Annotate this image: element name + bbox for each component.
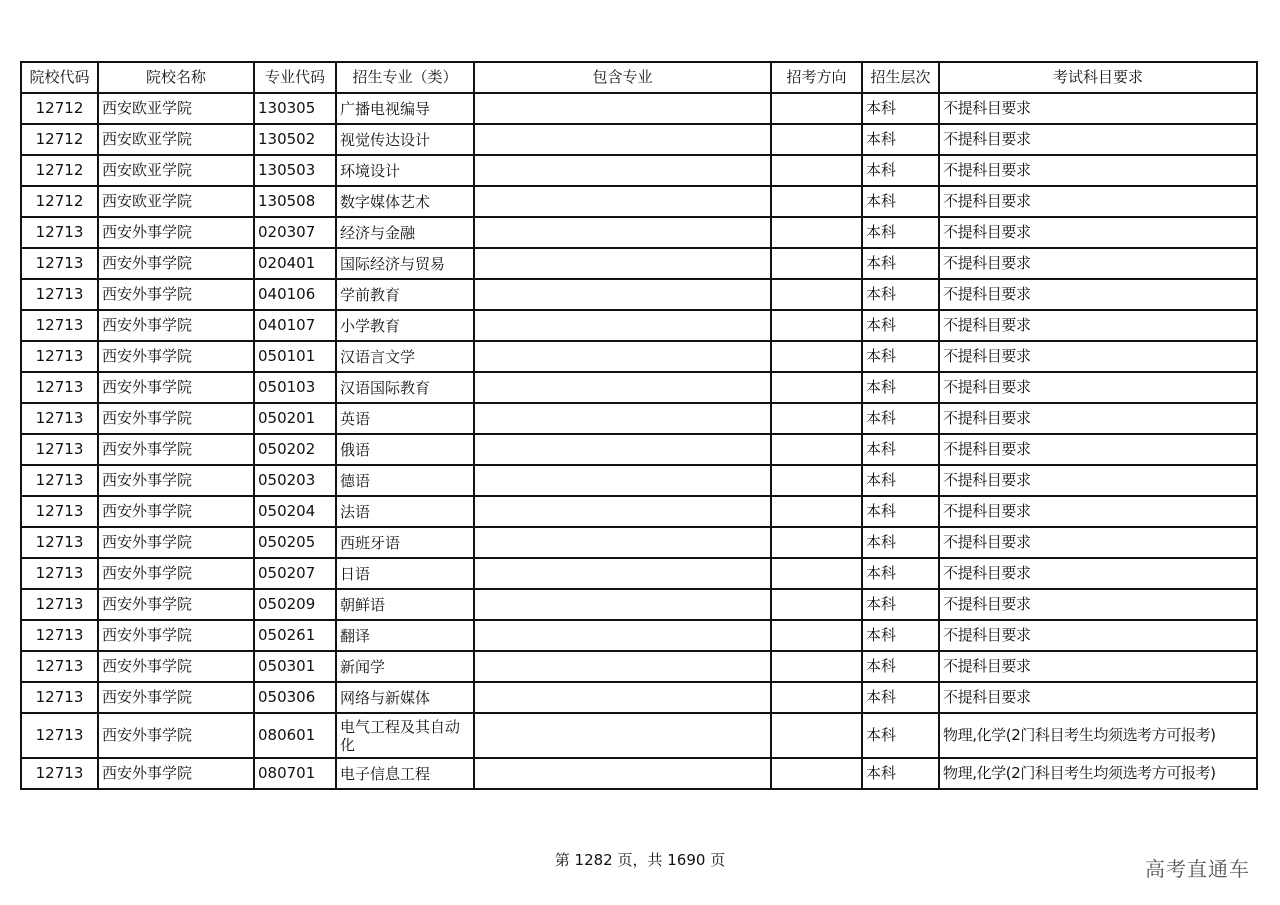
table-row	[21, 589, 1257, 620]
cell-exam-direction	[771, 186, 862, 217]
cell-included-majors	[474, 403, 771, 434]
cell-level: 本科	[862, 434, 939, 465]
cell-level: 本科	[862, 589, 939, 620]
cell-school-name: 西安外事学院	[98, 620, 254, 651]
table-row	[21, 155, 1257, 186]
cell-included-majors	[474, 310, 771, 341]
cell-included-majors	[474, 589, 771, 620]
cell-subject-requirement: 不提科目要求	[939, 465, 1257, 496]
cell-major-code: 050261	[254, 620, 336, 651]
cell-school-name: 西安外事学院	[98, 279, 254, 310]
header-level: 招生层次	[862, 62, 939, 93]
cell-major-code: 050209	[254, 589, 336, 620]
cell-school-name: 西安外事学院	[98, 434, 254, 465]
cell-exam-direction	[771, 682, 862, 713]
table-row	[21, 465, 1257, 496]
cell-exam-direction	[771, 434, 862, 465]
cell-major-code: 020307	[254, 217, 336, 248]
table-row	[21, 527, 1257, 558]
table-row	[21, 217, 1257, 248]
cell-level: 本科	[862, 372, 939, 403]
cell-subject-requirement: 不提科目要求	[939, 310, 1257, 341]
cell-major-name: 英语	[336, 403, 474, 434]
cell-school-code: 12713	[21, 248, 98, 279]
cell-major-name: 环境设计	[336, 155, 474, 186]
cell-school-code: 12713	[21, 217, 98, 248]
table-row	[21, 620, 1257, 651]
cell-level: 本科	[862, 527, 939, 558]
table-header-row	[21, 62, 1257, 93]
cell-school-code: 12713	[21, 527, 98, 558]
cell-major-code: 050203	[254, 465, 336, 496]
cell-included-majors	[474, 758, 771, 789]
cell-subject-requirement: 不提科目要求	[939, 279, 1257, 310]
cell-major-code: 050205	[254, 527, 336, 558]
cell-included-majors	[474, 434, 771, 465]
cell-exam-direction	[771, 496, 862, 527]
cell-level: 本科	[862, 713, 939, 758]
cell-included-majors	[474, 279, 771, 310]
cell-school-name: 西安外事学院	[98, 758, 254, 789]
table-row	[21, 682, 1257, 713]
cell-subject-requirement: 不提科目要求	[939, 558, 1257, 589]
cell-included-majors	[474, 186, 771, 217]
cell-school-name: 西安外事学院	[98, 651, 254, 682]
cell-level: 本科	[862, 155, 939, 186]
cell-major-name: 电子信息工程	[336, 758, 474, 789]
cell-school-name: 西安外事学院	[98, 589, 254, 620]
cell-subject-requirement: 不提科目要求	[939, 372, 1257, 403]
cell-included-majors	[474, 341, 771, 372]
cell-major-code: 130502	[254, 124, 336, 155]
header-school-name: 院校名称	[98, 62, 254, 93]
cell-included-majors	[474, 93, 771, 124]
cell-included-majors	[474, 465, 771, 496]
cell-subject-requirement: 不提科目要求	[939, 682, 1257, 713]
cell-subject-requirement: 不提科目要求	[939, 496, 1257, 527]
table-row	[21, 248, 1257, 279]
cell-school-code: 12713	[21, 465, 98, 496]
cell-major-name: 德语	[336, 465, 474, 496]
cell-school-name: 西安外事学院	[98, 341, 254, 372]
cell-school-name: 西安外事学院	[98, 682, 254, 713]
cell-school-code: 12713	[21, 310, 98, 341]
cell-level: 本科	[862, 310, 939, 341]
cell-subject-requirement: 不提科目要求	[939, 248, 1257, 279]
cell-school-code: 12712	[21, 124, 98, 155]
cell-school-name: 西安外事学院	[98, 558, 254, 589]
cell-school-name: 西安欧亚学院	[98, 124, 254, 155]
cell-school-name: 西安外事学院	[98, 248, 254, 279]
cell-level: 本科	[862, 186, 939, 217]
cell-major-name: 翻译	[336, 620, 474, 651]
header-included-majors: 包含专业	[474, 62, 771, 93]
cell-major-name: 电气工程及其自动化	[336, 713, 474, 758]
cell-school-code: 12713	[21, 341, 98, 372]
cell-major-code: 040106	[254, 279, 336, 310]
table-row	[21, 372, 1257, 403]
cell-exam-direction	[771, 403, 862, 434]
page-number: 第 1282 页，共 1690 页	[554, 851, 726, 869]
cell-school-name: 西安欧亚学院	[98, 93, 254, 124]
cell-major-code: 080601	[254, 713, 336, 758]
header-exam-direction: 招考方向	[771, 62, 862, 93]
cell-level: 本科	[862, 496, 939, 527]
cell-major-name: 汉语言文学	[336, 341, 474, 372]
cell-exam-direction	[771, 279, 862, 310]
cell-school-name: 西安外事学院	[98, 372, 254, 403]
cell-level: 本科	[862, 248, 939, 279]
cell-level: 本科	[862, 217, 939, 248]
cell-major-code: 050204	[254, 496, 336, 527]
cell-major-code: 050201	[254, 403, 336, 434]
cell-major-name: 汉语国际教育	[336, 372, 474, 403]
cell-level: 本科	[862, 558, 939, 589]
cell-subject-requirement: 物理,化学(2门科目考生均须选考方可报考)	[939, 758, 1257, 789]
cell-major-name: 数字媒体艺术	[336, 186, 474, 217]
table-row	[21, 124, 1257, 155]
cell-major-code: 020401	[254, 248, 336, 279]
cell-major-name: 俄语	[336, 434, 474, 465]
cell-level: 本科	[862, 403, 939, 434]
cell-subject-requirement: 不提科目要求	[939, 217, 1257, 248]
cell-major-code: 050301	[254, 651, 336, 682]
cell-level: 本科	[862, 651, 939, 682]
cell-exam-direction	[771, 758, 862, 789]
cell-exam-direction	[771, 651, 862, 682]
cell-level: 本科	[862, 758, 939, 789]
watermark: 高考直通车	[1145, 857, 1250, 881]
cell-school-code: 12713	[21, 620, 98, 651]
cell-level: 本科	[862, 682, 939, 713]
cell-level: 本科	[862, 279, 939, 310]
table-row	[21, 310, 1257, 341]
cell-major-code: 130508	[254, 186, 336, 217]
cell-exam-direction	[771, 341, 862, 372]
cell-major-name: 国际经济与贸易	[336, 248, 474, 279]
cell-exam-direction	[771, 465, 862, 496]
table-row	[21, 713, 1257, 758]
cell-major-name: 网络与新媒体	[336, 682, 474, 713]
cell-level: 本科	[862, 93, 939, 124]
cell-school-code: 12713	[21, 279, 98, 310]
cell-level: 本科	[862, 341, 939, 372]
cell-major-code: 080701	[254, 758, 336, 789]
cell-school-name: 西安外事学院	[98, 217, 254, 248]
cell-school-name: 西安外事学院	[98, 465, 254, 496]
cell-exam-direction	[771, 124, 862, 155]
cell-major-name: 经济与金融	[336, 217, 474, 248]
cell-school-code: 12713	[21, 651, 98, 682]
cell-school-code: 12712	[21, 186, 98, 217]
table-row	[21, 341, 1257, 372]
header-subject-requirement: 考试科目要求	[939, 62, 1257, 93]
cell-major-code: 050207	[254, 558, 336, 589]
cell-major-name: 日语	[336, 558, 474, 589]
cell-major-name: 西班牙语	[336, 527, 474, 558]
cell-included-majors	[474, 496, 771, 527]
cell-school-name: 西安外事学院	[98, 496, 254, 527]
cell-school-name: 西安外事学院	[98, 310, 254, 341]
cell-subject-requirement: 不提科目要求	[939, 527, 1257, 558]
cell-subject-requirement: 不提科目要求	[939, 620, 1257, 651]
table-row	[21, 279, 1257, 310]
cell-level: 本科	[862, 124, 939, 155]
table-row	[21, 403, 1257, 434]
cell-subject-requirement: 不提科目要求	[939, 155, 1257, 186]
cell-subject-requirement: 不提科目要求	[939, 403, 1257, 434]
cell-school-name: 西安外事学院	[98, 713, 254, 758]
cell-major-code: 130503	[254, 155, 336, 186]
cell-included-majors	[474, 620, 771, 651]
cell-school-code: 12713	[21, 758, 98, 789]
cell-included-majors	[474, 372, 771, 403]
cell-exam-direction	[771, 589, 862, 620]
cell-included-majors	[474, 558, 771, 589]
cell-subject-requirement: 不提科目要求	[939, 434, 1257, 465]
cell-exam-direction	[771, 620, 862, 651]
cell-major-name: 法语	[336, 496, 474, 527]
table-row	[21, 434, 1257, 465]
cell-exam-direction	[771, 527, 862, 558]
cell-school-code: 12713	[21, 713, 98, 758]
cell-exam-direction	[771, 372, 862, 403]
cell-exam-direction	[771, 248, 862, 279]
cell-subject-requirement: 不提科目要求	[939, 651, 1257, 682]
cell-major-code: 040107	[254, 310, 336, 341]
cell-exam-direction	[771, 93, 862, 124]
table-row	[21, 186, 1257, 217]
cell-major-code: 050202	[254, 434, 336, 465]
cell-level: 本科	[862, 620, 939, 651]
cell-school-code: 12712	[21, 155, 98, 186]
cell-subject-requirement: 不提科目要求	[939, 93, 1257, 124]
cell-major-code: 050103	[254, 372, 336, 403]
cell-included-majors	[474, 713, 771, 758]
cell-included-majors	[474, 651, 771, 682]
cell-school-code: 12713	[21, 558, 98, 589]
cell-school-code: 12713	[21, 496, 98, 527]
cell-exam-direction	[771, 155, 862, 186]
cell-exam-direction	[771, 310, 862, 341]
table-row	[21, 558, 1257, 589]
cell-subject-requirement: 不提科目要求	[939, 341, 1257, 372]
header-school-code: 院校代码	[21, 62, 98, 93]
cell-school-name: 西安外事学院	[98, 527, 254, 558]
cell-included-majors	[474, 248, 771, 279]
table-body	[21, 93, 1257, 789]
cell-subject-requirement: 不提科目要求	[939, 589, 1257, 620]
cell-included-majors	[474, 527, 771, 558]
cell-school-name: 西安欧亚学院	[98, 155, 254, 186]
cell-major-code: 130305	[254, 93, 336, 124]
cell-school-code: 12713	[21, 372, 98, 403]
cell-subject-requirement: 不提科目要求	[939, 124, 1257, 155]
cell-major-code: 050101	[254, 341, 336, 372]
cell-exam-direction	[771, 217, 862, 248]
cell-major-name: 新闻学	[336, 651, 474, 682]
cell-included-majors	[474, 682, 771, 713]
header-major-code: 专业代码	[254, 62, 336, 93]
cell-major-code: 050306	[254, 682, 336, 713]
cell-major-name: 广播电视编导	[336, 93, 474, 124]
cell-major-name: 学前教育	[336, 279, 474, 310]
cell-school-code: 12713	[21, 682, 98, 713]
cell-exam-direction	[771, 713, 862, 758]
cell-school-code: 12713	[21, 589, 98, 620]
table-row	[21, 93, 1257, 124]
cell-level: 本科	[862, 465, 939, 496]
cell-major-name: 视觉传达设计	[336, 124, 474, 155]
enrollment-table	[20, 61, 1258, 790]
cell-school-name: 西安欧亚学院	[98, 186, 254, 217]
cell-included-majors	[474, 155, 771, 186]
cell-subject-requirement: 不提科目要求	[939, 186, 1257, 217]
cell-school-code: 12712	[21, 93, 98, 124]
cell-major-name: 朝鲜语	[336, 589, 474, 620]
table-row	[21, 651, 1257, 682]
cell-included-majors	[474, 124, 771, 155]
cell-major-name: 小学教育	[336, 310, 474, 341]
cell-subject-requirement: 物理,化学(2门科目考生均须选考方可报考)	[939, 713, 1257, 758]
cell-school-code: 12713	[21, 403, 98, 434]
header-major-name: 招生专业（类）	[336, 62, 474, 93]
cell-school-name: 西安外事学院	[98, 403, 254, 434]
cell-exam-direction	[771, 558, 862, 589]
table-row	[21, 496, 1257, 527]
cell-school-code: 12713	[21, 434, 98, 465]
table-row	[21, 758, 1257, 789]
cell-included-majors	[474, 217, 771, 248]
